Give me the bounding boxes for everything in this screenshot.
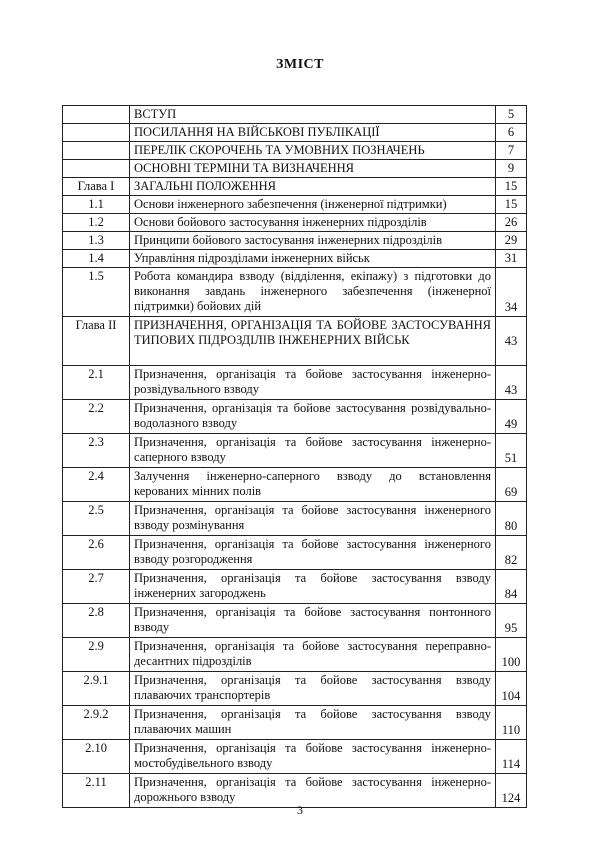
toc-section-title: Призначення, організація та бойове застосування інженерного взводу розгородження (130, 536, 496, 570)
toc-page-number: 104 (496, 672, 527, 706)
toc-page-number: 100 (496, 638, 527, 672)
toc-row (63, 740, 527, 774)
toc-row (63, 706, 527, 740)
toc-page-number: 9 (496, 160, 527, 178)
toc-page-number: 114 (496, 740, 527, 774)
toc-row (63, 638, 527, 672)
toc-row (63, 106, 527, 124)
toc-row (63, 317, 527, 366)
toc-row (63, 232, 527, 250)
toc-row (63, 124, 527, 142)
toc-page-number: 43 (496, 366, 527, 400)
toc-section-number: 2.3 (63, 434, 130, 468)
toc-section-number: Глава І (63, 178, 130, 196)
toc-section-number: 2.9.2 (63, 706, 130, 740)
toc-section-number: 2.9.1 (63, 672, 130, 706)
toc-section-title: ВСТУП (130, 106, 496, 124)
toc-row (63, 536, 527, 570)
toc-page-number: 6 (496, 124, 527, 142)
toc-page-number: 15 (496, 196, 527, 214)
toc-section-title: Призначення, організація та бойове застосування інженерно-мостобудівельного взводу (130, 740, 496, 774)
toc-section-title: Призначення, організація та бойове застосування переправно-десантних підрозділів (130, 638, 496, 672)
toc-section-number: 2.8 (63, 604, 130, 638)
toc-row (63, 214, 527, 232)
toc-section-title: Призначення, організація та бойове застосування інженерно-дорожнього взводу (130, 774, 496, 808)
toc-row (63, 400, 527, 434)
toc-page-number: 29 (496, 232, 527, 250)
toc-section-title: ПОСИЛАННЯ НА ВІЙСЬКОВІ ПУБЛІКАЦІЇ (130, 124, 496, 142)
toc-row (63, 178, 527, 196)
toc-page-number: 34 (496, 268, 527, 317)
toc-row (63, 250, 527, 268)
toc-row (63, 196, 527, 214)
toc-row (63, 366, 527, 400)
table-of-contents (62, 105, 527, 808)
toc-page-number: 69 (496, 468, 527, 502)
toc-section-title: Призначення, організація та бойове застосування понтонного взводу (130, 604, 496, 638)
toc-section-title: Призначення, організація та бойове застосування взводу плаваючих машин (130, 706, 496, 740)
toc-section-title: Принципи бойового застосування інженерних підрозділів (130, 232, 496, 250)
toc-section-title: Призначення, організація та бойове застосування розвідувально-водолазного взводу (130, 400, 496, 434)
toc-section-number (63, 142, 130, 160)
toc-row (63, 434, 527, 468)
toc-row (63, 502, 527, 536)
toc-section-number: 2.2 (63, 400, 130, 434)
toc-section-number (63, 106, 130, 124)
toc-row (63, 468, 527, 502)
toc-section-title: ПЕРЕЛІК СКОРОЧЕНЬ ТА УМОВНИХ ПОЗНАЧЕНЬ (130, 142, 496, 160)
toc-page-number: 51 (496, 434, 527, 468)
toc-section-number: 2.4 (63, 468, 130, 502)
toc-section-title: ОСНОВНІ ТЕРМІНИ ТА ВИЗНАЧЕННЯ (130, 160, 496, 178)
toc-row (63, 604, 527, 638)
toc-section-title: Призначення, організація та бойове застосування інженерно-розвідувального взводу (130, 366, 496, 400)
toc-section-number: 2.11 (63, 774, 130, 808)
toc-row (63, 672, 527, 706)
page-number: 3 (297, 803, 303, 817)
toc-page-number: 15 (496, 178, 527, 196)
page-title: ЗМІСТ (276, 57, 324, 72)
toc-section-title: Призначення, організація та бойове застосування інженерного взводу розмінування (130, 502, 496, 536)
toc-section-title: Призначення, організація та бойове застосування взводу плаваючих транспортерів (130, 672, 496, 706)
toc-row (63, 142, 527, 160)
toc-page-number: 49 (496, 400, 527, 434)
toc-page-number: 84 (496, 570, 527, 604)
toc-section-title: Призначення, організація та бойове застосування інженерно-саперного взводу (130, 434, 496, 468)
toc-page-number: 26 (496, 214, 527, 232)
toc-row (63, 160, 527, 178)
toc-page-number: 110 (496, 706, 527, 740)
toc-section-number: 2.9 (63, 638, 130, 672)
toc-page-number: 43 (496, 317, 527, 366)
toc-page-number: 80 (496, 502, 527, 536)
toc-section-number (63, 160, 130, 178)
toc-section-number: 2.10 (63, 740, 130, 774)
toc-section-number: Глава ІІ (63, 317, 130, 366)
toc-section-number: 1.1 (63, 196, 130, 214)
toc-body (63, 106, 527, 808)
toc-section-title: ЗАГАЛЬНІ ПОЛОЖЕННЯ (130, 178, 496, 196)
toc-section-number: 2.6 (63, 536, 130, 570)
toc-section-number: 2.1 (63, 366, 130, 400)
toc-section-number (63, 124, 130, 142)
toc-page-number: 7 (496, 142, 527, 160)
toc-section-title: Призначення, організація та бойове застосування взводу інженерних загороджень (130, 570, 496, 604)
toc-row (63, 570, 527, 604)
toc-section-number: 1.3 (63, 232, 130, 250)
toc-section-title: Управління підрозділами інженерних військ (130, 250, 496, 268)
toc-section-number: 1.2 (63, 214, 130, 232)
toc-page-number: 124 (496, 774, 527, 808)
toc-section-title: Основи бойового застосування інженерних підрозділів (130, 214, 496, 232)
toc-section-title: Основи інженерного забезпечення (інженерної підтримки) (130, 196, 496, 214)
toc-row (63, 268, 527, 317)
toc-section-title: Залучення інженерно-саперного взводу до встановлення керованих мінних полів (130, 468, 496, 502)
toc-section-number: 1.5 (63, 268, 130, 317)
toc-section-title: ПРИЗНАЧЕННЯ, ОРГАНІЗАЦІЯ ТА БОЙОВЕ ЗАСТОСУВАННЯ ТИПОВИХ ПІДРОЗДІЛІВ ІНЖЕНЕРНИХ ВІЙСЬК (130, 317, 496, 366)
toc-section-number: 1.4 (63, 250, 130, 268)
toc-page-number: 95 (496, 604, 527, 638)
toc-section-title: Робота командира взводу (відділення, екіпажу) з підготовки до виконання завдань інженерного забезпечення (інженерної підтримки) бойових дій (130, 268, 496, 317)
toc-section-number: 2.7 (63, 570, 130, 604)
toc-page-number: 5 (496, 106, 527, 124)
toc-page-number: 82 (496, 536, 527, 570)
toc-section-number: 2.5 (63, 502, 130, 536)
toc-page-number: 31 (496, 250, 527, 268)
